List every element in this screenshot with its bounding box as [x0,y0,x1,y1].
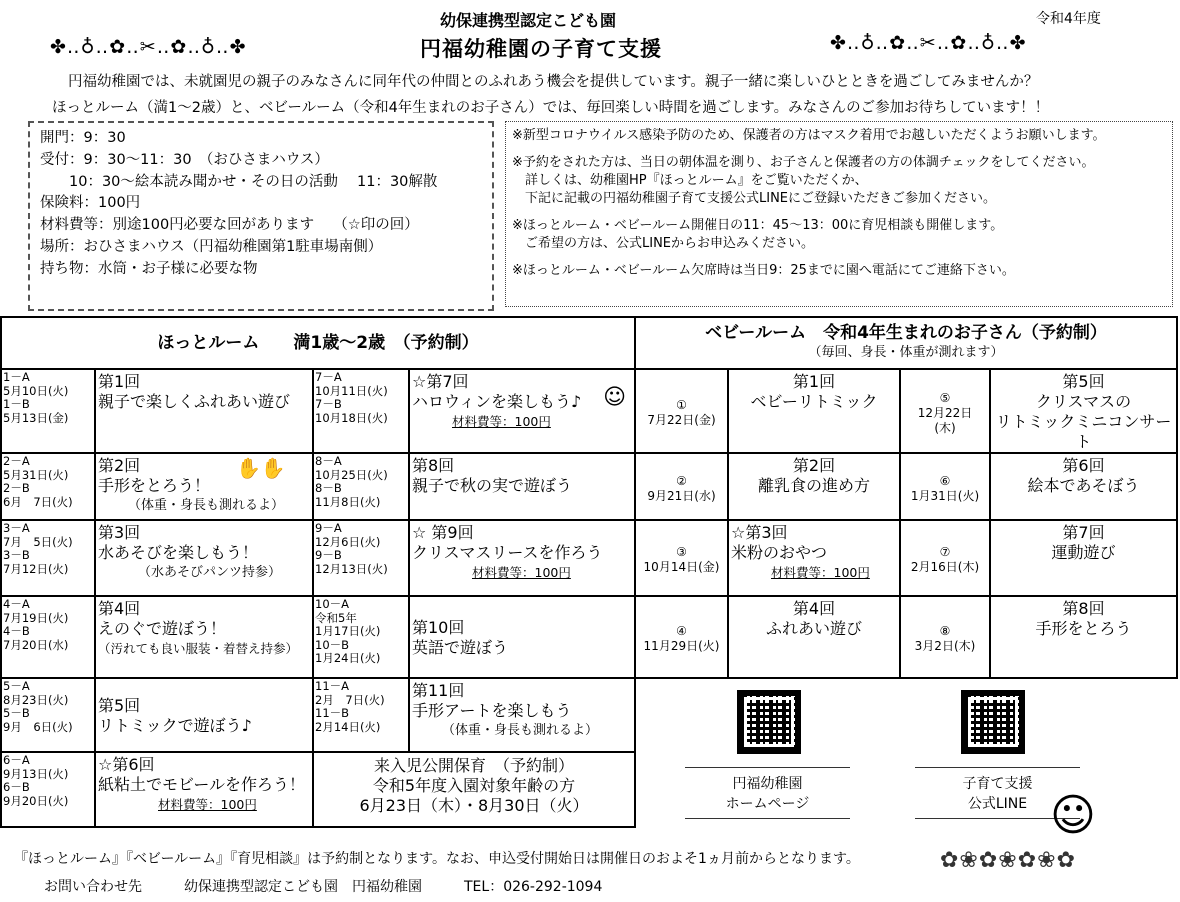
baby-room-header [635,317,1177,369]
session-title [95,520,313,596]
qr-code-homepage[interactable] [737,690,801,754]
homepage-label: 円福幼稚園 ホームページ [685,767,850,819]
line-label: 子育て支援 公式LINE [915,767,1080,819]
baby-session-date: ① 7月22日(金) [635,369,728,453]
session-date: 7－A 10月11日(火) 7－B 10月18日(火) [313,369,409,453]
session-fee: 材料費等：100円 [771,565,870,580]
flowers-icon: ✿❀✿❀✿❀✿ [940,848,1077,873]
session-title [95,752,313,827]
session-date: 8－A 10月25日(火) 8－B 11月8日(火) [313,453,409,520]
baby-room-sub: （毎回、身長・体重が測れます） [808,345,1004,360]
page-title: 円福幼稚園の子育て支援 [420,37,662,61]
info-line: 持ち物：水筒・お子様に必要な物 [40,260,258,277]
session-note: （体重・身長も測れるよ） [128,498,285,513]
info-line: 10：30～絵本読み聞かせ・その日の活動 11：30解散 [40,173,438,190]
session-fee: 材料費等：100円 [472,565,571,580]
note: 下記に記載の円福幼稚園子育て支援公式LINEにご登録いただきご参加ください。 [512,191,997,206]
info-line: 材料費等：別途100円必要な回があります （☆印の回） [40,217,419,234]
baby-session-date: ④ 11月29日(火) [635,596,728,678]
baby-session-date: ⑦ 2月16日(木) [900,520,990,596]
info-box [28,121,494,311]
intro-line-1: 円福幼稚園では、未就園児の親子のみなさんに同年代の仲間とのふれあう機会を提供しています。親子一緒に楽しいひとときを過ごしてみませんか？ [68,74,1039,90]
session-title-text: 第2回 手形をとろう！ [98,456,211,495]
qr-code-line[interactable] [961,690,1025,754]
note: ご希望の方は、公式LINEからお申込みください。 [512,236,815,251]
baby-session-date: ⑤ 12月22日 (木) [900,369,990,453]
baby-session-title: 第6回 絵本であそぼう [990,453,1177,520]
intro-line-2: ほっとルーム（満1～2歳）と、ベビールーム（令和4年生まれのお子さん）では、毎回楽しい時間を過ごします。みなさんのご参加お待ちしています！！ [52,100,1050,116]
session-date: 1－A 5月10日(火) 1－B 5月13日(金) [1,369,95,453]
session-title: 第8回 親子で秋の実で遊ぼう [409,453,635,520]
info-line: 受付：9：30～11：30 （おひさまハウス） [40,151,329,168]
session-title: 第1回 親子で楽しくふれあい遊び [95,369,313,453]
baby-session-title: 第8回 手形をとろう [990,596,1177,678]
baby-session-title: 第2回 離乳食の進め方 [728,453,900,520]
session-title [95,453,313,520]
session-title [409,678,635,752]
baby-session-title-text: ☆第3回 米粉のおやつ [731,523,828,562]
note: ※ほっとルーム・ベビールーム欠席時は当日9：25までに園へ電話にてご連絡下さい。 [512,263,1015,278]
baby-session-title: 第5回 クリスマスの リトミックミニコンサート [990,369,1177,453]
session-date: 6－A 9月13日(火) 6－B 9月20日(火) [1,752,95,827]
session-title-text: 第3回 水あそびを楽しもう！ [98,523,259,562]
baby-session-date: ② 9月21日(水) [635,453,728,520]
session-note: （汚れても良い服装・着替え持参） [98,641,299,656]
subtitle: 幼保連携型認定こども園 [440,11,617,30]
session-fee: 材料費等：100円 [452,414,551,429]
child-illustration-icon: ☺ [1050,790,1096,841]
pumpkin-icon: ☺ [603,385,626,410]
note: ※予約をされた方は、当日の朝体温を測り、お子さんと保護者の方の体調チェックをしてください。 [512,155,1095,170]
session-date: 5－A 8月23日(火) 5－B 9月 6日(火) [1,678,95,752]
session-date: 3－A 7月 5日(火) 3－B 7月12日(火) [1,520,95,596]
session-date: 10－A 令和5年 1月17日(火) 10－B 1月24日(火) [313,596,409,678]
session-date: 11－A 2月 7日(火) 11－B 2月14日(火) [313,678,409,752]
baby-session-date: ⑥ 1月31日(火) [900,453,990,520]
session-title-text: ☆第6回 紙粘土でモビールを作ろう！ [98,755,306,794]
note: ※ほっとルーム・ベビールーム開催日の11：45～13：00に育児相談も開催します。 [512,218,1004,233]
info-line: 保険料：100円 [40,195,141,212]
session-fee: 材料費等：100円 [158,797,257,812]
session-note: （水あそびパンツ持参） [138,565,282,580]
flower-decoration-right: ✤‥♁‥✿‥✂‥✿‥♁‥✤ [830,32,1027,54]
session-title-text: ☆第7回 ハロウィンを楽しもう♪ [412,372,582,411]
notes-box [505,121,1173,307]
baby-room-title: ベビールーム 令和4年生まれのお子さん（予約制） [705,323,1107,343]
contact: お問い合わせ先 幼保連携型認定こども園 円福幼稚園 TEL：026-292-1094 [44,879,603,895]
info-line: 場所：おひさまハウス（円福幼稚園第1駐車場南側） [40,238,383,255]
baby-session-title [728,520,900,596]
session-date: 2－A 5月31日(火) 2－B 6月 7日(火) [1,453,95,520]
baby-session-date: ③ 10月14日(金) [635,520,728,596]
note: 詳しくは、幼稚園HP『ほっとルーム』をご覧いただくか、 [512,173,868,188]
baby-session-title: 第7回 運動遊び [990,520,1177,596]
session-title [409,369,635,453]
hot-room-header: ほっとルーム 満1歳～2歳 （予約制） [1,317,635,369]
session-title: 第5回 リトミックで遊ぼう♪ [95,678,313,752]
baby-session-title: 第1回 ベビーリトミック [728,369,900,453]
session-title-text: ☆ 第9回 クリスマスリースを作ろう [412,523,603,562]
flower-decoration-left: ✤‥♁‥✿‥✂‥✿‥♁‥✤ [50,36,247,58]
note: ※新型コロナウイルス感染予防のため、保護者の方はマスク着用でお越しいただくようお願いします。 [512,128,1106,143]
session-date: 4－A 7月19日(火) 4－B 7月20日(水) [1,596,95,678]
session-title-text: 第4回 えのぐで遊ぼう！ [98,599,227,638]
session-note: （体重・身長も測れるよ） [442,723,599,738]
info-line: 開門：9：30 [40,130,126,146]
year-label: 令和4年度 [1036,11,1101,27]
session-title-text: 第11回 手形アートを楽しもう [412,681,572,720]
baby-session-date: ⑧ 3月2日(木) [900,596,990,678]
open-nursery: 来入児公開保育 （予約制） 令和5年度入園対象年齢の方 6月23日（木）・8月30日（火） [313,752,635,827]
hands-icon: ✋✋ [236,456,286,480]
baby-session-title: 第4回 ふれあい遊び [728,596,900,678]
footer-note: 『ほっとルーム』『ベビールーム』『育児相談』は予約制となります。なお、申込受付開始日は開催日のおよそ1ヵ月前からとなります。 [14,851,860,867]
session-title [409,520,635,596]
session-title: 第10回 英語で遊ぼう [409,596,635,678]
session-date: 9－A 12月6日(火) 9－B 12月13日(火) [313,520,409,596]
session-title [95,596,313,678]
